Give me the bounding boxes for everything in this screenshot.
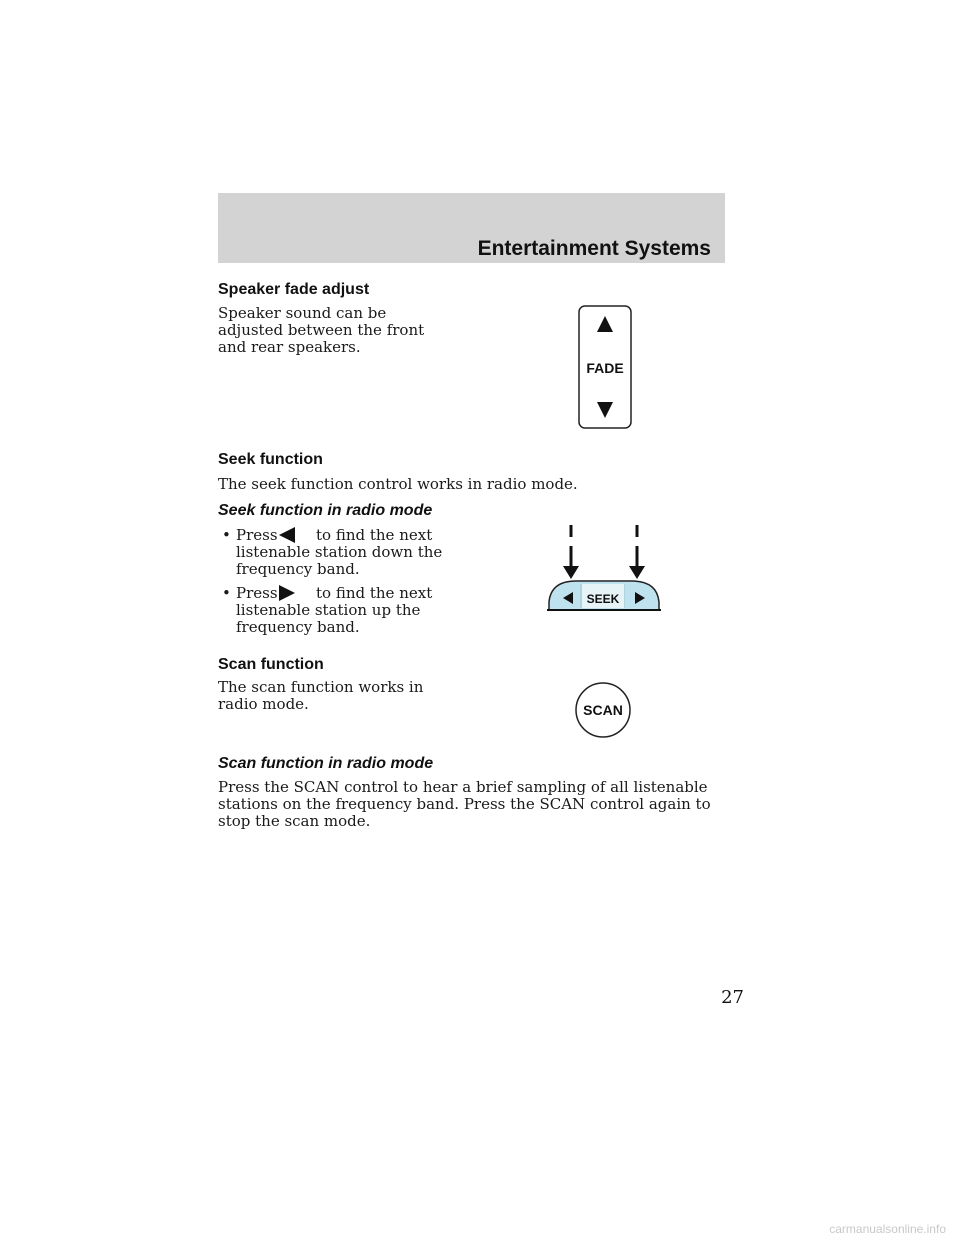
- bullet-line3: frequency band.: [236, 560, 360, 578]
- bullet-line2: listenable station down the: [236, 543, 443, 561]
- bullet-dot: •: [222, 526, 231, 544]
- seek-pointer-arrow-icon: [563, 566, 579, 579]
- seek-subheading: Seek function in radio mode: [218, 502, 433, 519]
- seek-heading: Seek function: [218, 451, 323, 468]
- seek-control-label: SEEK: [586, 592, 620, 606]
- page-number: 27: [721, 987, 744, 1008]
- bullet-line1: to find the next: [316, 526, 433, 544]
- fade-body: Speaker sound can be adjusted between the front and rear speakers.: [218, 304, 425, 356]
- bullet-press-text: Press: [236, 584, 278, 602]
- section-title: Entertainment Systems: [477, 237, 711, 260]
- watermark-text: carmanualsonline.info: [829, 1222, 946, 1236]
- scan-detail: Press the SCAN control to hear a brief sampling of all listenable stations on the frequency band. Press the SCAN control again to stop the scan mode.: [218, 778, 711, 830]
- section-header-band: [218, 193, 725, 263]
- fade-heading: Speaker fade adjust: [218, 281, 370, 298]
- scan-body: The scan function works in radio mode.: [218, 678, 424, 713]
- scan-control-label: SCAN: [583, 702, 623, 718]
- seek-right-arrow-icon: [278, 584, 296, 602]
- fade-control-label: FADE: [586, 360, 624, 376]
- bullet-dot: •: [222, 584, 231, 602]
- scan-control-graphic: [574, 681, 632, 739]
- seek-control-graphic: [546, 522, 662, 614]
- bullet-line1: to find the next: [316, 584, 433, 602]
- scan-subheading: Scan function in radio mode: [218, 755, 434, 772]
- seek-left-arrow-icon: [278, 526, 296, 544]
- seek-body: The seek function control works in radio mode.: [218, 475, 578, 493]
- seek-pointer-arrow-icon: [629, 566, 645, 579]
- bullet-line2: listenable station up the: [236, 601, 421, 619]
- bullet-press-text: Press: [236, 526, 278, 544]
- fade-control-graphic: [578, 305, 632, 429]
- bullet-line3: frequency band.: [236, 618, 360, 636]
- scan-heading: Scan function: [218, 656, 324, 673]
